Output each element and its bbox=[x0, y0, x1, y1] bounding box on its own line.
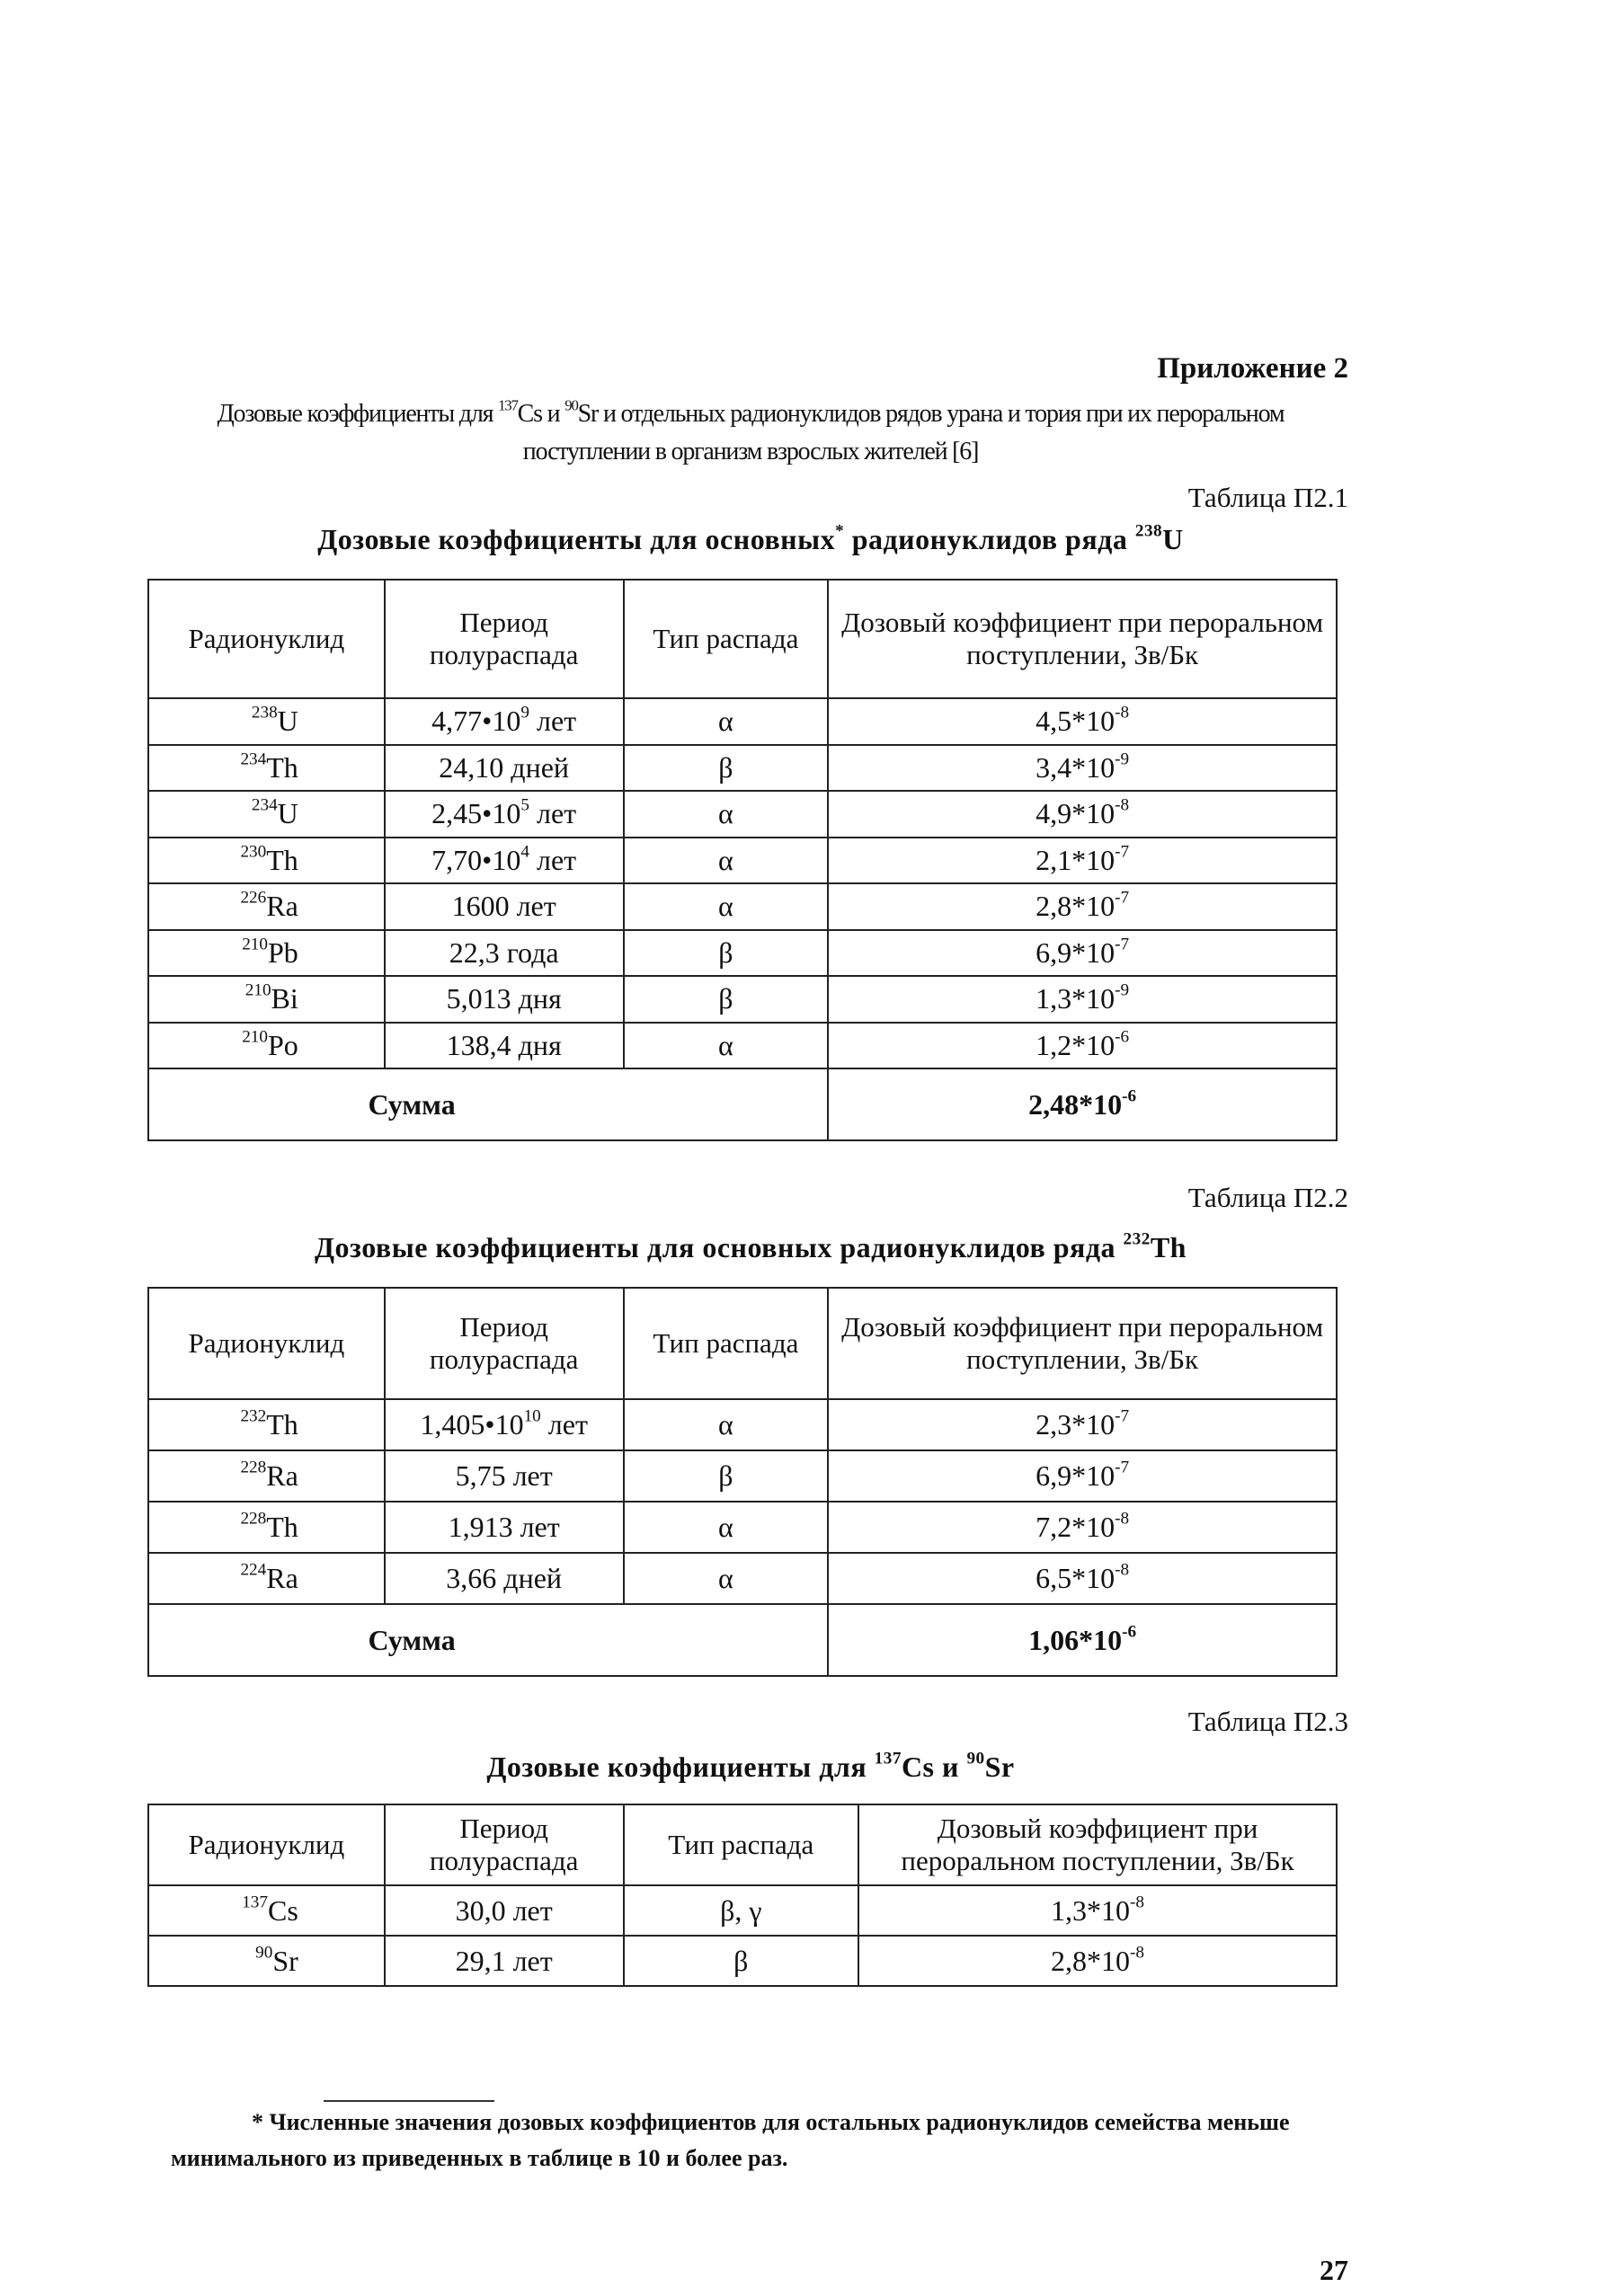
table1-header-row bbox=[148, 580, 1337, 698]
element-symbol: Sr bbox=[272, 1944, 298, 1977]
subtitle-text-2: и отдельных радионуклидов рядов урана и тория при их пероральном поступлении в организм взрослых жителей [6] bbox=[522, 400, 1285, 465]
table2-number: Таблица П2.2 bbox=[1187, 1182, 1348, 1213]
half-life-cell bbox=[385, 883, 624, 930]
dose-coefficient-cell bbox=[828, 883, 1337, 930]
half-life-exponent: 10 bbox=[523, 1406, 541, 1426]
half-life-exponent: 9 bbox=[520, 703, 529, 722]
half-life-value: 3,66 дней bbox=[446, 1562, 563, 1595]
mass-number: 137 bbox=[242, 1893, 268, 1912]
table3 bbox=[147, 1804, 1338, 1987]
element-symbol: Pb bbox=[267, 935, 298, 969]
dose-coefficient-value: 3,4*10 bbox=[1036, 750, 1116, 784]
subtitle-sr: Sr bbox=[577, 400, 599, 428]
table3-title bbox=[153, 1751, 1348, 1784]
decay-type-cell: α bbox=[624, 883, 829, 930]
element-symbol: Ra bbox=[266, 890, 298, 923]
mass-number: 90 bbox=[255, 1943, 273, 1963]
nuclide-cell bbox=[148, 883, 385, 930]
table2-row bbox=[148, 1502, 1337, 1553]
table1-row bbox=[148, 745, 1337, 792]
table1-title-text: Дозовые коэффициенты для основных bbox=[317, 523, 836, 555]
table1-row bbox=[148, 976, 1337, 1023]
nuclide-cell bbox=[148, 698, 385, 745]
dose-coefficient-cell bbox=[828, 791, 1337, 838]
nuclide-cell bbox=[148, 1936, 385, 1986]
half-life-value: 138,4 дня bbox=[446, 1028, 562, 1061]
mass-number: 210 bbox=[242, 1027, 268, 1047]
dose-coefficient-exponent: -8 bbox=[1115, 1560, 1130, 1580]
table2-row bbox=[148, 1450, 1337, 1502]
element-symbol: Po bbox=[267, 1028, 298, 1061]
dose-coefficient-value: 2,3*10 bbox=[1036, 1408, 1116, 1441]
table3-sr: Sr bbox=[984, 1751, 1015, 1783]
table1-row bbox=[148, 930, 1337, 977]
decay-type-cell: β bbox=[624, 1936, 859, 1986]
dose-coefficient-exponent: -8 bbox=[1130, 1943, 1145, 1963]
half-life-cell bbox=[385, 1502, 624, 1553]
half-life-unit: лет bbox=[529, 705, 577, 738]
dose-coefficient-cell bbox=[858, 1885, 1337, 1936]
half-life-cell bbox=[385, 1885, 624, 1936]
subtitle-cs: Cs bbox=[517, 400, 542, 428]
page-number: 27 bbox=[1320, 2254, 1348, 2286]
dose-coefficient-value: 6,5*10 bbox=[1036, 1562, 1116, 1595]
sum-value-cell bbox=[828, 1604, 1337, 1676]
dose-coefficient-cell bbox=[828, 930, 1337, 977]
dose-coefficient-cell bbox=[828, 1553, 1337, 1604]
mass-number: 210 bbox=[242, 935, 268, 954]
table2-header-3: Тип распада bbox=[624, 1288, 829, 1399]
nuclide-cell bbox=[148, 1399, 385, 1450]
dose-coefficient-cell bbox=[828, 1450, 1337, 1502]
nuclide-cell bbox=[148, 791, 385, 838]
half-life-value: 5,75 лет bbox=[455, 1459, 553, 1493]
mass-number: 228 bbox=[240, 1458, 267, 1477]
table2-sum-row bbox=[148, 1604, 1337, 1676]
element-symbol: Th bbox=[266, 750, 298, 784]
footnote-rule bbox=[324, 2100, 494, 2102]
dose-coefficient-exponent: -8 bbox=[1130, 1893, 1145, 1912]
table1-row bbox=[148, 791, 1337, 838]
table2-header-4: Дозовый коэффициент при пероральном поступлении, Зв/Бк bbox=[828, 1288, 1337, 1399]
dose-coefficient-exponent: -7 bbox=[1115, 888, 1130, 908]
mass-number: 234 bbox=[251, 795, 278, 815]
dose-coefficient-cell bbox=[828, 1399, 1337, 1450]
subtitle-cs-mass: 137 bbox=[498, 396, 518, 414]
sum-value: 2,48*10 bbox=[1028, 1087, 1123, 1121]
half-life-cell bbox=[385, 1399, 624, 1450]
dose-coefficient-exponent: -7 bbox=[1115, 1406, 1130, 1426]
element-symbol: Bi bbox=[271, 982, 298, 1015]
mass-number: 238 bbox=[251, 703, 278, 722]
dose-coefficient-exponent: -8 bbox=[1115, 703, 1130, 722]
nuclide-cell bbox=[148, 1553, 385, 1604]
table2-header-row bbox=[148, 1288, 1337, 1399]
half-life-cell bbox=[385, 1023, 624, 1069]
mass-number: 232 bbox=[240, 1406, 267, 1426]
decay-type-cell: α bbox=[624, 1023, 829, 1069]
table3-header-row bbox=[148, 1804, 1337, 1885]
sum-label: Сумма bbox=[148, 1604, 828, 1676]
footnote: * Численные значения дозовых коэффициентов для остальных радионуклидов семейства меньше минимального из приведенных в таблице в 10 и более раз. bbox=[171, 2109, 1290, 2171]
half-life-value: 22,3 года bbox=[449, 935, 559, 969]
table2-header-1: Радионуклид bbox=[148, 1288, 385, 1399]
table2-title-element: Th bbox=[1150, 1231, 1187, 1263]
decay-type-cell: α bbox=[624, 791, 829, 838]
dose-coefficient-cell bbox=[828, 1023, 1337, 1069]
dose-coefficient-exponent: -6 bbox=[1115, 1027, 1130, 1047]
table2-row bbox=[148, 1399, 1337, 1450]
half-life-cell bbox=[385, 1936, 624, 1986]
dose-coefficient-value: 4,9*10 bbox=[1036, 797, 1116, 830]
half-life-unit: лет bbox=[540, 1408, 588, 1441]
subtitle-sr-mass: 90 bbox=[564, 396, 578, 414]
table2-header-2: Период полураспада bbox=[385, 1288, 624, 1399]
dose-coefficient-value: 1,2*10 bbox=[1036, 1028, 1116, 1061]
dose-coefficient-exponent: -8 bbox=[1115, 795, 1130, 815]
half-life-unit: лет bbox=[529, 843, 577, 876]
dose-coefficient-exponent: -7 bbox=[1115, 935, 1130, 954]
sum-value: 1,06*10 bbox=[1028, 1623, 1123, 1656]
decay-type-cell: α bbox=[624, 1502, 829, 1553]
dose-coefficient-value: 2,8*10 bbox=[1036, 890, 1116, 923]
dose-coefficient-cell bbox=[858, 1936, 1337, 1986]
sum-value-cell bbox=[828, 1068, 1337, 1140]
table1-row bbox=[148, 883, 1337, 930]
sum-label: Сумма bbox=[148, 1068, 828, 1140]
dose-coefficient-value: 6,9*10 bbox=[1036, 1459, 1116, 1493]
decay-type-cell: β bbox=[624, 745, 829, 792]
table1-row bbox=[148, 1023, 1337, 1069]
subtitle-and: и bbox=[541, 400, 565, 428]
table1-row bbox=[148, 698, 1337, 745]
subtitle-text-1: Дозовые коэффициенты для bbox=[217, 400, 499, 428]
mass-number: 210 bbox=[244, 980, 271, 1000]
table3-cs-mass: 137 bbox=[874, 1749, 902, 1769]
table1-row bbox=[148, 838, 1337, 884]
half-life-value: 24,10 дней bbox=[439, 750, 570, 784]
mass-number: 224 bbox=[240, 1560, 267, 1580]
element-symbol: U bbox=[277, 797, 298, 830]
nuclide-cell bbox=[148, 1502, 385, 1553]
half-life-cell bbox=[385, 1450, 624, 1502]
table3-title-text: Дозовые коэффициенты для bbox=[486, 1751, 875, 1783]
table3-header-4: Дозовый коэффициент при пероральном поступлении, Зв/Бк bbox=[858, 1804, 1337, 1885]
appendix-label: Приложение 2 bbox=[1157, 352, 1348, 385]
dose-coefficient-cell bbox=[828, 745, 1337, 792]
half-life-value: 30,0 лет bbox=[455, 1893, 553, 1927]
dose-coefficient-exponent: -9 bbox=[1115, 749, 1130, 769]
appendix-subtitle bbox=[153, 395, 1348, 471]
sum-exponent: -6 bbox=[1122, 1086, 1137, 1106]
table3-cs: Cs bbox=[901, 1751, 935, 1783]
dose-coefficient-value: 7,2*10 bbox=[1036, 1511, 1116, 1544]
element-symbol: Th bbox=[266, 1408, 298, 1441]
dose-coefficient-value: 1,3*10 bbox=[1036, 982, 1116, 1015]
dose-coefficient-exponent: -9 bbox=[1115, 980, 1130, 1000]
dose-coefficient-value: 1,3*10 bbox=[1051, 1893, 1131, 1927]
nuclide-cell bbox=[148, 838, 385, 884]
decay-type-cell: α bbox=[624, 1553, 829, 1604]
table1-sum-row bbox=[148, 1068, 1337, 1140]
decay-type-cell: α bbox=[624, 698, 829, 745]
decay-type-cell: β bbox=[624, 976, 829, 1023]
table3-header-3: Тип распада bbox=[624, 1804, 859, 1885]
dose-coefficient-exponent: -7 bbox=[1115, 842, 1130, 862]
table1-title-element: U bbox=[1162, 523, 1184, 555]
table1-header-1: Радионуклид bbox=[148, 580, 385, 698]
table1-header-4: Дозовый коэффициент при пероральном поступлении, Зв/Бк bbox=[828, 580, 1337, 698]
half-life-value: 1,405•10 bbox=[420, 1408, 524, 1441]
table3-row bbox=[148, 1936, 1337, 1986]
dose-coefficient-cell bbox=[828, 698, 1337, 745]
table3-header-1: Радионуклид bbox=[148, 1804, 385, 1885]
dose-coefficient-value: 2,1*10 bbox=[1036, 843, 1116, 876]
dose-coefficient-exponent: -8 bbox=[1115, 1509, 1130, 1529]
half-life-cell bbox=[385, 930, 624, 977]
half-life-value: 5,013 дня bbox=[446, 982, 562, 1015]
dose-coefficient-value: 2,8*10 bbox=[1051, 1944, 1131, 1977]
half-life-unit: лет bbox=[529, 797, 577, 830]
table1-title-text-2: радионуклидов ряда bbox=[844, 523, 1135, 555]
table2-title bbox=[153, 1231, 1348, 1264]
decay-type-cell: α bbox=[624, 838, 829, 884]
half-life-cell bbox=[385, 976, 624, 1023]
dose-coefficient-exponent: -7 bbox=[1115, 1458, 1130, 1477]
table2-title-text: Дозовые коэффициенты для основных радионуклидов ряда bbox=[315, 1231, 1124, 1263]
nuclide-cell bbox=[148, 930, 385, 977]
element-symbol: Th bbox=[266, 843, 298, 876]
dose-coefficient-cell bbox=[828, 838, 1337, 884]
mass-number: 230 bbox=[240, 842, 267, 862]
nuclide-cell bbox=[148, 1023, 385, 1069]
element-symbol: Ra bbox=[266, 1459, 298, 1493]
element-symbol: Th bbox=[266, 1511, 298, 1544]
table1 bbox=[147, 579, 1338, 1141]
half-life-cell bbox=[385, 838, 624, 884]
half-life-value: 29,1 лет bbox=[455, 1944, 553, 1977]
half-life-value: 1600 лет bbox=[451, 890, 556, 923]
table3-row bbox=[148, 1885, 1337, 1936]
table3-sr-mass: 90 bbox=[966, 1749, 985, 1769]
table2-row bbox=[148, 1553, 1337, 1604]
dose-coefficient-cell bbox=[828, 976, 1337, 1023]
sum-exponent: -6 bbox=[1122, 1622, 1137, 1642]
element-symbol: Ra bbox=[266, 1562, 298, 1595]
table2-title-mass: 232 bbox=[1123, 1229, 1151, 1249]
mass-number: 234 bbox=[240, 749, 267, 769]
half-life-cell bbox=[385, 745, 624, 792]
dose-coefficient-value: 6,9*10 bbox=[1036, 935, 1116, 969]
element-symbol: U bbox=[277, 705, 298, 738]
decay-type-cell: β bbox=[624, 930, 829, 977]
element-symbol: Cs bbox=[267, 1893, 298, 1927]
half-life-cell bbox=[385, 1553, 624, 1604]
table1-number: Таблица П2.1 bbox=[1187, 482, 1348, 513]
table1-header-3: Тип распада bbox=[624, 580, 829, 698]
table3-and: и bbox=[934, 1751, 967, 1783]
mass-number: 228 bbox=[240, 1509, 267, 1529]
table1-title bbox=[153, 523, 1348, 556]
nuclide-cell bbox=[148, 745, 385, 792]
half-life-exponent: 4 bbox=[520, 842, 529, 862]
decay-type-cell: β bbox=[624, 1450, 829, 1502]
half-life-value: 4,77•10 bbox=[431, 705, 521, 738]
nuclide-cell bbox=[148, 1450, 385, 1502]
decay-type-cell: β, γ bbox=[624, 1885, 859, 1936]
half-life-value: 7,70•10 bbox=[431, 843, 521, 876]
nuclide-cell bbox=[148, 1885, 385, 1936]
mass-number: 226 bbox=[240, 888, 267, 908]
half-life-exponent: 5 bbox=[520, 795, 529, 815]
dose-coefficient-cell bbox=[828, 1502, 1337, 1553]
table1-title-mass: 238 bbox=[1134, 521, 1163, 541]
table1-footnote-mark: * bbox=[835, 521, 845, 541]
half-life-value: 1,913 лет bbox=[448, 1511, 560, 1544]
table3-number: Таблица П2.3 bbox=[1187, 1706, 1348, 1737]
table2 bbox=[147, 1287, 1338, 1677]
decay-type-cell: α bbox=[624, 1399, 829, 1450]
half-life-value: 2,45•10 bbox=[431, 797, 521, 830]
half-life-cell bbox=[385, 698, 624, 745]
half-life-cell bbox=[385, 791, 624, 838]
nuclide-cell bbox=[148, 976, 385, 1023]
table3-header-2: Период полураспада bbox=[385, 1804, 624, 1885]
table1-header-2: Период полураспада bbox=[385, 580, 624, 698]
dose-coefficient-value: 4,5*10 bbox=[1036, 705, 1116, 738]
